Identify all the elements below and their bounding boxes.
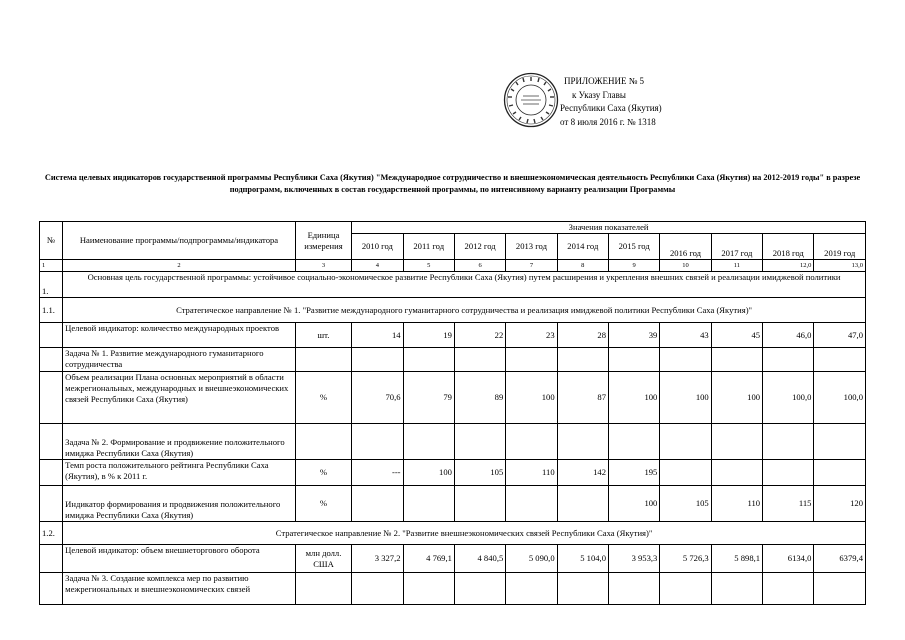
colnum: 10 xyxy=(660,260,711,272)
header-year-blank xyxy=(711,234,762,248)
value-cell: 4 769,1 xyxy=(403,545,454,573)
value-cell: 120 xyxy=(814,486,866,522)
document-title: Система целевых индикаторов государственной программы Республики Саха (Якутия) "Международное сотрудничество и внешнеэкономическая деятельность Республики Саха (Якутия) на 2012-2019 годы" в разрезе подпрограмм, включенных в состав государственной программы, по интенсивному варианту реализации Программы xyxy=(44,173,861,194)
direction-text: Стратегическое направление № 2. "Развитие внешнеэкономических связей Республики Саха (Якутия)" xyxy=(63,522,866,545)
value-cell xyxy=(711,460,762,486)
indicators-table xyxy=(39,221,866,605)
official-seal xyxy=(503,72,559,128)
header-year: 2018 год xyxy=(763,248,814,260)
direction-row xyxy=(40,298,866,323)
value-cell xyxy=(403,486,454,522)
value-cell: 100 xyxy=(506,372,557,424)
value-cell: 19 xyxy=(403,323,454,348)
value-cell: 43 xyxy=(660,323,711,348)
direction-text: Стратегическое направление № 1. "Развитие международного гуманитарного сотрудничества и реализация имиджевой политики Республики Саха (Якутия)" xyxy=(63,298,866,323)
value-cell: 110 xyxy=(711,486,762,522)
value-cell xyxy=(557,486,608,522)
value-cell: 45 xyxy=(711,323,762,348)
value-cell: --- xyxy=(352,460,403,486)
annex-date: от 8 июля 2016 г. № 1318 xyxy=(560,116,656,127)
task-name: Задача № 2. Формирование и продвижение положительного имиджа Республики Саха (Якутия) xyxy=(63,424,296,460)
header-values: Значения показателей xyxy=(352,222,866,234)
indicator-name: Объем реализации Плана основных мероприятий в области межрегиональных, международных и внешнеэкономических связей Республики Саха (Якутия) xyxy=(63,372,296,424)
value-cell: 28 xyxy=(557,323,608,348)
value-cell: 110 xyxy=(506,460,557,486)
indicator-unit: % xyxy=(295,486,351,522)
value-cell: 3 953,3 xyxy=(608,545,659,573)
value-cell: 87 xyxy=(557,372,608,424)
value-cell: 5 090,0 xyxy=(506,545,557,573)
indicator-row xyxy=(40,486,866,522)
value-cell: 70,6 xyxy=(352,372,403,424)
goal-text: Основная цель государственной программы: устойчивое социально-экономическое развитие Республики Саха (Якутия) путем расширения и укрепления внешних связей и реализации имиджевой политики xyxy=(63,272,866,298)
value-cell: 100 xyxy=(403,460,454,486)
value-cell: 39 xyxy=(608,323,659,348)
value-cell: 89 xyxy=(454,372,505,424)
header-num: № xyxy=(40,222,63,260)
colnum: 1 xyxy=(40,260,63,272)
goal-row xyxy=(40,272,866,298)
indicator-unit: шт. xyxy=(295,323,351,348)
header-year-blank xyxy=(814,234,866,248)
header-year: 2017 год xyxy=(711,248,762,260)
annex-block xyxy=(560,75,662,129)
row-num: 1.2. xyxy=(40,522,63,545)
value-cell: 4 840,5 xyxy=(454,545,505,573)
value-cell: 105 xyxy=(454,460,505,486)
value-cell: 100,0 xyxy=(763,372,814,424)
task-row xyxy=(40,424,866,460)
value-cell: 100 xyxy=(711,372,762,424)
value-cell: 6134,0 xyxy=(763,545,814,573)
indicator-row xyxy=(40,372,866,424)
task-row xyxy=(40,573,866,605)
colnum: 11 xyxy=(711,260,762,272)
task-name: Задача № 3. Создание комплекса мер по развитию межрегиональных и внешнеэкономических связей xyxy=(63,573,296,605)
annex-title: ПРИЛОЖЕНИЕ № 5 xyxy=(564,76,645,86)
colnum: 6 xyxy=(454,260,505,272)
header-year-blank xyxy=(763,234,814,248)
value-cell: 5 898,1 xyxy=(711,545,762,573)
colnum: 5 xyxy=(403,260,454,272)
header-year: 2014 год xyxy=(557,234,608,260)
row-num: 1. xyxy=(40,272,63,298)
header-year: 2016 год xyxy=(660,248,711,260)
header-name: Наименование программы/подпрограммы/индикатора xyxy=(63,222,296,260)
indicator-name: Индикатор формирования и продвижения положительного имиджа Республики Саха (Якутия) xyxy=(63,486,296,522)
colnum: 13,0 xyxy=(814,260,866,272)
indicator-row xyxy=(40,323,866,348)
indicator-unit: млн долл. США xyxy=(295,545,351,573)
value-cell: 100 xyxy=(608,486,659,522)
value-cell: 14 xyxy=(352,323,403,348)
header-year: 2015 год xyxy=(608,234,659,260)
indicator-row xyxy=(40,545,866,573)
value-cell: 46,0 xyxy=(763,323,814,348)
value-cell: 6379,4 xyxy=(814,545,866,573)
value-cell xyxy=(352,486,403,522)
value-cell: 3 327,2 xyxy=(352,545,403,573)
colnum: 4 xyxy=(352,260,403,272)
indicator-row xyxy=(40,460,866,486)
indicator-name: Целевой индикатор: объем внешнеторгового оборота xyxy=(63,545,296,573)
header-year-blank xyxy=(660,234,711,248)
colnum: 7 xyxy=(506,260,557,272)
colnum: 8 xyxy=(557,260,608,272)
value-cell: 142 xyxy=(557,460,608,486)
indicator-unit: % xyxy=(295,372,351,424)
annex-decree: к Указу Главы xyxy=(572,89,626,100)
header-year: 2011 год xyxy=(403,234,454,260)
value-cell: 47,0 xyxy=(814,323,866,348)
indicator-unit: % xyxy=(295,460,351,486)
colnum: 2 xyxy=(63,260,296,272)
column-numbers-row xyxy=(40,260,866,272)
value-cell: 79 xyxy=(403,372,454,424)
header-year: 2013 год xyxy=(506,234,557,260)
value-cell: 5 104,0 xyxy=(557,545,608,573)
header-year: 2019 год xyxy=(814,248,866,260)
header-year: 2012 год xyxy=(454,234,505,260)
value-cell xyxy=(506,486,557,522)
value-cell: 100,0 xyxy=(814,372,866,424)
annex-republic: Республики Саха (Якутия) xyxy=(560,103,662,113)
value-cell: 23 xyxy=(506,323,557,348)
value-cell: 100 xyxy=(660,372,711,424)
direction-row xyxy=(40,522,866,545)
value-cell: 115 xyxy=(763,486,814,522)
value-cell: 195 xyxy=(608,460,659,486)
value-cell xyxy=(763,460,814,486)
value-cell xyxy=(454,486,505,522)
value-cell: 5 726,3 xyxy=(660,545,711,573)
colnum: 3 xyxy=(295,260,351,272)
value-cell xyxy=(814,460,866,486)
indicator-name: Целевой индикатор: количество международных проектов xyxy=(63,323,296,348)
header-year: 2010 год xyxy=(352,234,403,260)
value-cell: 100 xyxy=(608,372,659,424)
value-cell xyxy=(660,460,711,486)
value-cell: 105 xyxy=(660,486,711,522)
task-row xyxy=(40,348,866,372)
header-row-1 xyxy=(40,222,866,234)
indicator-name: Темп роста положительного рейтинга Республики Саха (Якутия), в % к 2011 г. xyxy=(63,460,296,486)
row-num: 1.1. xyxy=(40,298,63,323)
colnum: 12,0 xyxy=(763,260,814,272)
header-unit: Единица измерения xyxy=(295,222,351,260)
value-cell: 22 xyxy=(454,323,505,348)
task-name: Задача № 1. Развитие международного гуманитарного сотрудничества xyxy=(63,348,296,372)
colnum: 9 xyxy=(608,260,659,272)
